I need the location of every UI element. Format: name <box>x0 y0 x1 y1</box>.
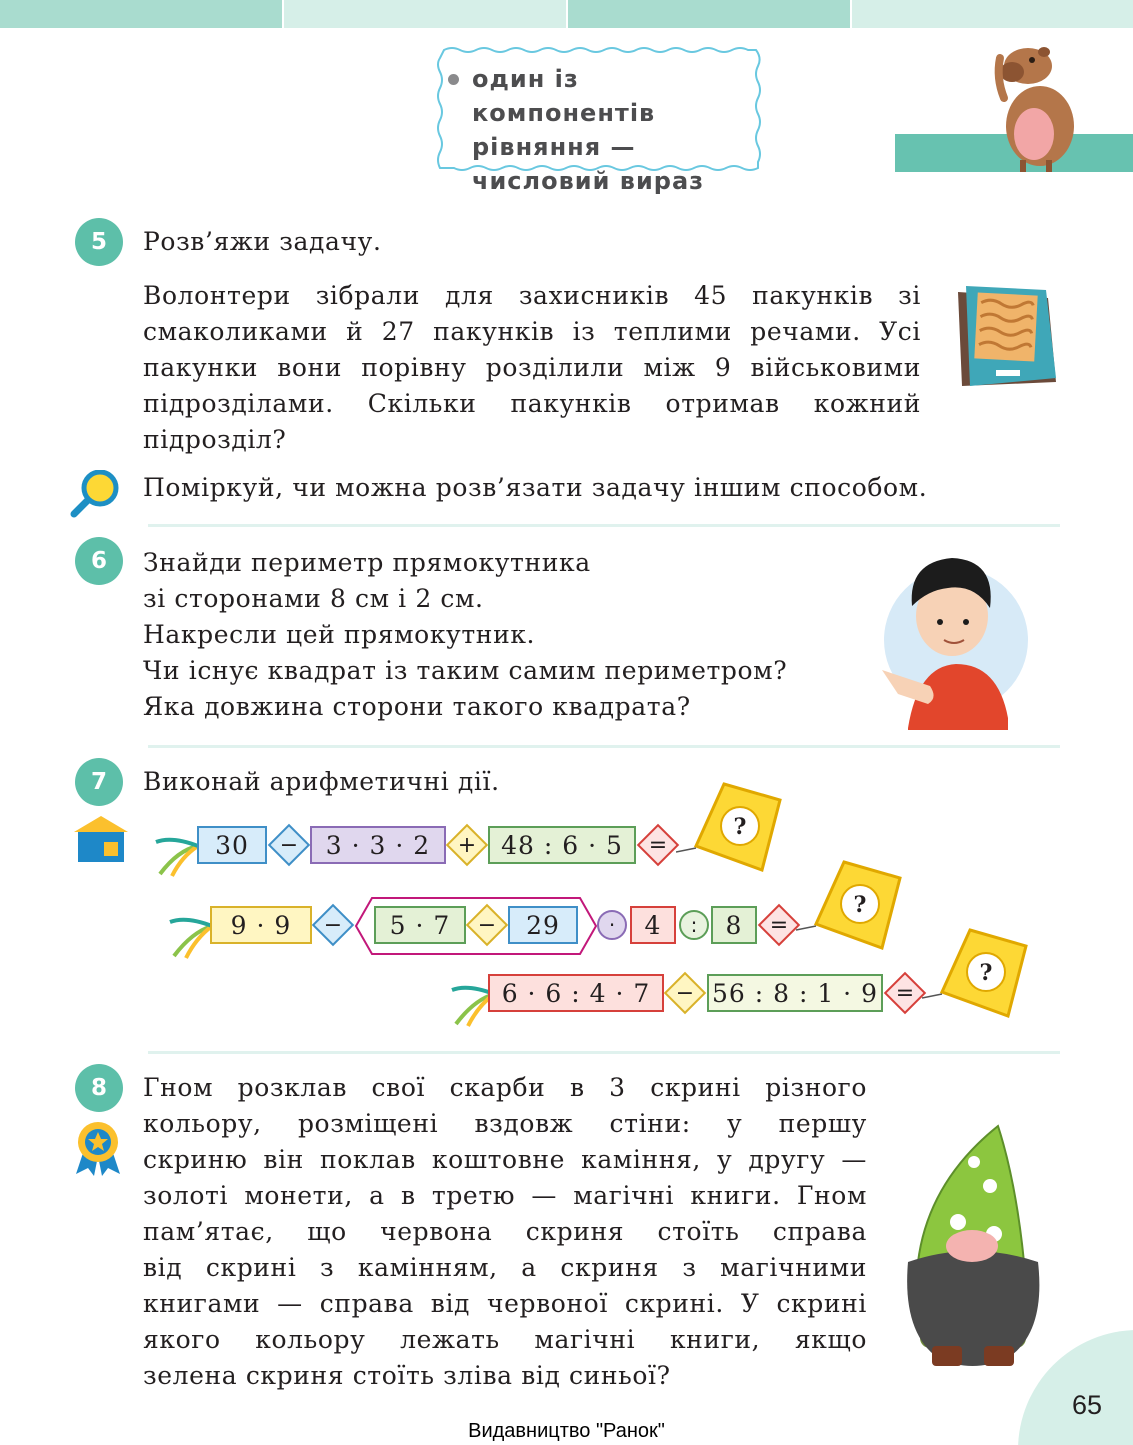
gnome-icon <box>898 1122 1048 1374</box>
text-line: смаколиками й 27 пакунків із теплими речами. Усі <box>143 317 921 346</box>
operator-sign: = <box>895 980 915 1006</box>
equals-diamond <box>758 904 800 946</box>
text-line: пам’ятає, що червона скриня стоїть справа <box>143 1217 867 1246</box>
kite-tail-icon <box>168 904 214 960</box>
kite-answer-icon <box>796 858 906 958</box>
capybara-mascot-icon <box>990 38 1082 174</box>
note-line: числовий вираз <box>472 167 705 195</box>
text-line: зі сторонами 8 см і 2 см. <box>143 584 484 613</box>
task-text <box>143 1070 867 1394</box>
note-box <box>432 46 766 195</box>
task-heading: Виконай арифметичні дії. <box>143 767 500 796</box>
text-line: Гном розклав свої скарби в 3 скрині різного <box>143 1073 867 1102</box>
text-line: скриню він поклав коштовне каміння, у другу — <box>143 1145 867 1174</box>
text-line: Волонтери зібрали для захисників 45 пакунків зі <box>143 281 921 310</box>
text-line: золоті монети, а в третю — магічні книги. Гном <box>143 1181 867 1210</box>
operator-sign: − <box>323 912 343 938</box>
text-line: Яка довжина сторони такого квадрата? <box>143 692 691 721</box>
operator-diamond <box>446 824 488 866</box>
operator-sign: = <box>648 832 668 858</box>
text-line: від скрині з камінням, а скриня з магічними <box>143 1253 867 1282</box>
expression-box: 4 <box>630 906 676 944</box>
text-line: Накресли цей прямокутник. <box>143 620 536 649</box>
star-medal-icon <box>72 1120 124 1176</box>
text-line: підрозділ? <box>143 425 287 454</box>
divider <box>148 1051 1060 1054</box>
operator-diamond <box>664 972 706 1014</box>
expression-box: 56 : 8 : 1 · 9 <box>707 974 883 1012</box>
equals-diamond <box>884 972 926 1014</box>
top-band-segment <box>852 0 1133 28</box>
kite-tail-icon <box>154 822 200 878</box>
operator-circle: · <box>597 910 627 940</box>
expression-box: 30 <box>197 826 267 864</box>
task-text <box>143 545 787 725</box>
expression-box: 29 <box>508 906 578 944</box>
task-text <box>143 278 921 458</box>
expression-box: 9 · 9 <box>210 906 312 944</box>
expression-box: 3 · 3 · 2 <box>310 826 446 864</box>
text-line: якого кольору лежать магічні книги, якщо <box>143 1325 867 1354</box>
expression-box: 48 : 6 · 5 <box>488 826 636 864</box>
equals-diamond <box>637 824 679 866</box>
operator-circle: : <box>679 910 709 940</box>
parcel-box-icon <box>952 282 1060 390</box>
answer-mark: ? <box>853 892 867 918</box>
boy-pointing-icon <box>878 548 1030 730</box>
text-line: Знайди периметр прямокутника <box>143 548 591 577</box>
top-band-segment <box>284 0 566 28</box>
operator-diamond <box>268 824 310 866</box>
text-line: кольору, розміщені вздовж стіни: у першу <box>143 1109 867 1138</box>
task-number-badge: 6 <box>75 537 123 585</box>
think-prompt: Поміркуй, чи можна розв’язати задачу іншим способом. <box>143 473 928 502</box>
text-line: підрозділами. Скільки пакунків отримав кожний <box>143 389 921 418</box>
text-line: пакунки вони порівну розділили між 9 військовими <box>143 353 921 382</box>
task-heading: Розв’яжи задачу. <box>143 227 382 256</box>
note-line: рівняння — <box>472 133 636 161</box>
operator-sign: − <box>675 980 695 1006</box>
divider <box>148 745 1060 748</box>
divider <box>148 524 1060 527</box>
task-number-badge: 5 <box>75 218 123 266</box>
expression-box: 6 · 6 : 4 · 7 <box>488 974 664 1012</box>
homework-house-icon <box>72 814 130 864</box>
bullet-icon <box>448 74 459 85</box>
top-band-segment <box>0 0 282 28</box>
kite-answer-icon <box>922 926 1032 1026</box>
text-line: Чи існує квадрат із таким самим периметром? <box>143 656 788 685</box>
operator-diamond <box>312 904 354 946</box>
operator-sign: = <box>769 912 789 938</box>
magnifier-icon <box>70 470 120 518</box>
publisher-credit: Видавництво "Ранок" <box>468 1420 665 1442</box>
answer-mark: ? <box>979 960 993 986</box>
operator-sign: + <box>457 832 477 858</box>
task-number-badge: 8 <box>75 1064 123 1112</box>
top-band-segment <box>568 0 850 28</box>
kite-answer-icon <box>676 780 786 880</box>
task-number-badge: 7 <box>75 758 123 806</box>
answer-mark: ? <box>733 814 747 840</box>
operator-sign: − <box>477 912 497 938</box>
expression-box: 5 · 7 <box>374 906 466 944</box>
expression-box: 8 <box>711 906 757 944</box>
page-number: 65 <box>1072 1390 1103 1420</box>
operator-sign: − <box>279 832 299 858</box>
text-line: зелена скриня стоїть зліва від синьої? <box>143 1361 671 1390</box>
text-line: книгами — справа від червоної скрині. У скрині <box>143 1289 867 1318</box>
note-line: один із компонентів <box>472 65 656 127</box>
